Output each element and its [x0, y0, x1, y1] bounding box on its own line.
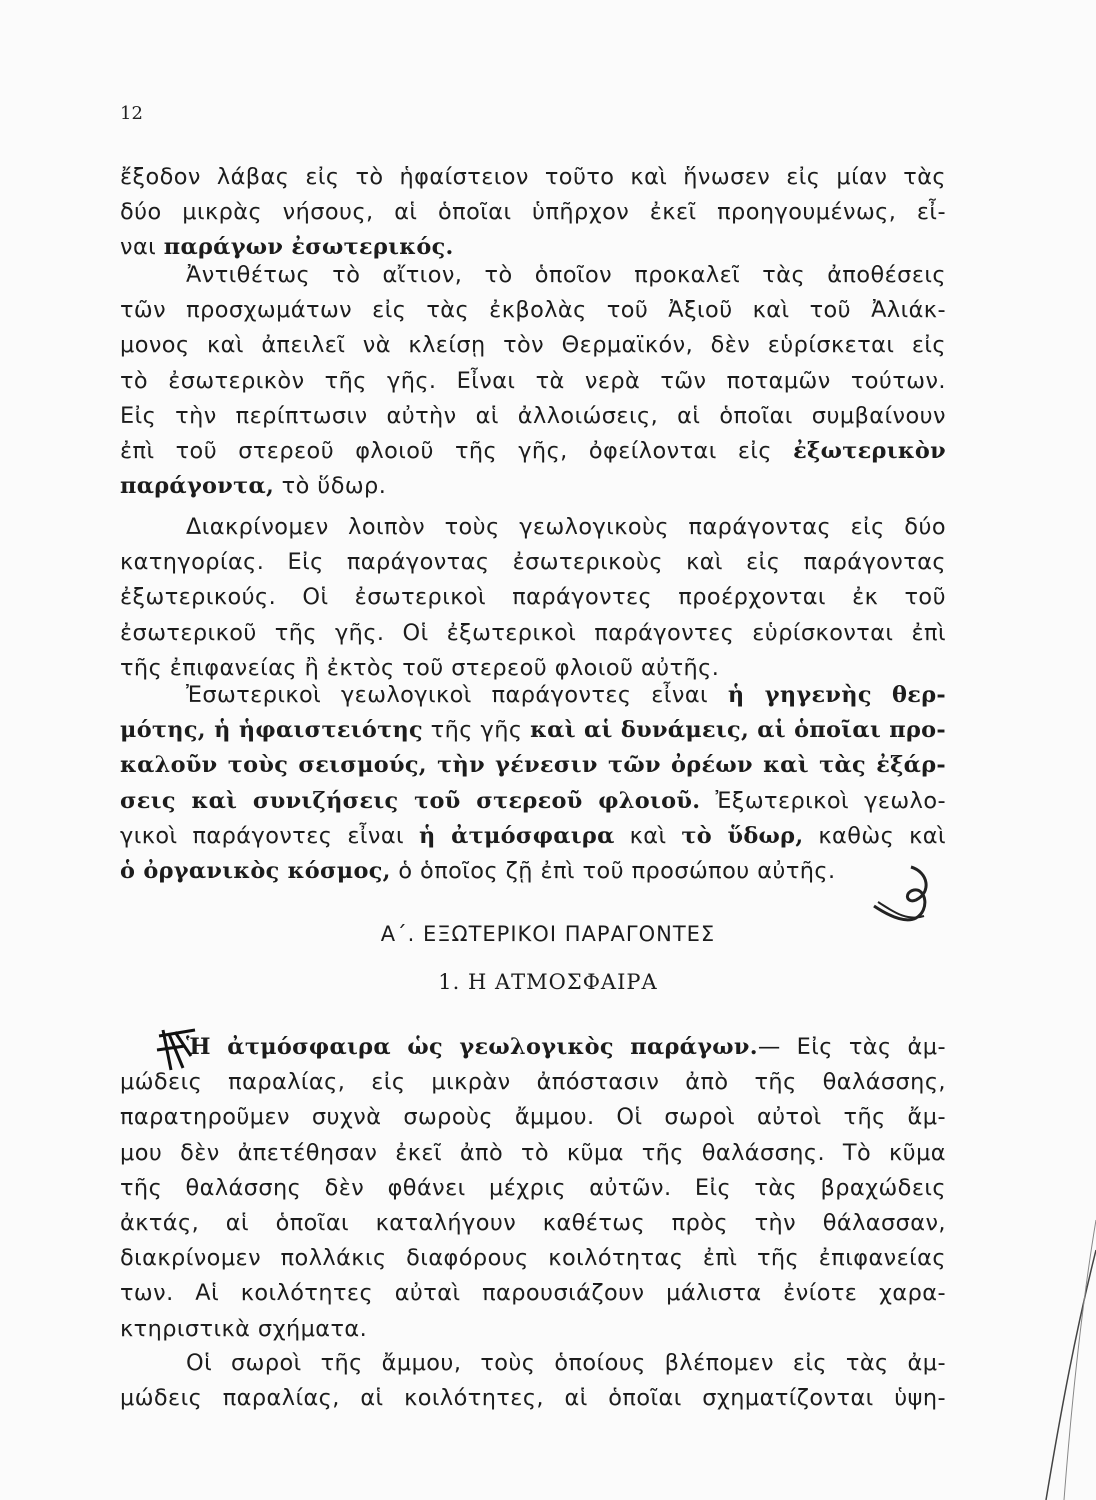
paragraph-3	[120, 510, 946, 686]
text-line: ὁ ὀργανικὸς κόσμος, ὁ ὁποῖος ζῇ ἐπὶ τοῦ προσώπου αὐτῆς.	[120, 857, 836, 884]
emphasis: σεις καὶ συνιζήσεις τοῦ στερεοῦ φλοιοῦ.	[120, 787, 701, 814]
text-line: των. Αἱ κοιλότητες αὐταὶ παρουσιάζουν μάλιστα ἐνίοτε χαρα-	[120, 1280, 946, 1307]
emphasis: παράγων ἐσωτερικός.	[163, 234, 454, 261]
text-line: ναι παράγων ἐσωτερικός.	[120, 234, 454, 261]
text-line: κτηριστικὰ σχήματα.	[120, 1315, 368, 1342]
emphasis: ἡ γηγενὴς θερ-	[727, 682, 946, 708]
text-line: σεις καὶ συνιζήσεις τοῦ στερεοῦ φλοιοῦ. Ἐξωτερικοὶ γεωλο-	[120, 787, 947, 814]
text-line: κατηγορίας. Εἰς παράγοντας ἐσωτερικοὺς καὶ εἰς παράγοντας	[120, 549, 946, 576]
paragraph-1	[120, 160, 946, 266]
text-line: Οἱ σωροὶ τῆς ἄμμου, τοὺς ὁποίους βλέπομεν εἰς τὰς ἀμ-	[186, 1350, 946, 1376]
text-line: τὸ ἐσωτερικὸν τῆς γῆς. Εἶναι τὰ νερὰ τῶν ποταμῶν τούτων.	[120, 367, 946, 394]
text-line: μου δὲν ἀπετέθησαν ἐκεῖ ἀπὸ τὸ κῦμα τῆς θαλάσσης. Τὸ κῦμα	[120, 1139, 946, 1166]
text-line: ἐσωτερικοῦ τῆς γῆς. Οἱ ἐξωτερικοὶ παράγοντες εὑρίσκονται ἐπὶ	[120, 619, 946, 646]
text-line: μότης, ἡ ἡφαιστειότης τῆς γῆς καὶ αἱ δυνάμεις, αἱ ὁποῖαι προ-	[120, 717, 946, 744]
paragraph-6	[120, 1346, 946, 1416]
emphasis: Ἡ ἀτμόσφαιρα ὡς γεωλογικὸς παράγων.	[186, 1034, 758, 1060]
text-line: τῆς θαλάσσης δὲν φθάνει μέχρις αὐτῶν. Εἰς τὰς βραχώδεις	[120, 1174, 946, 1201]
page-number: 12	[120, 103, 143, 124]
text-line: τῶν προσχωμάτων εἰς τὰς ἐκβολὰς τοῦ Ἀξιοῦ καὶ τοῦ Ἀλιάκ-	[120, 297, 946, 324]
text-line: Ἡ ἀτμόσφαιρα ὡς γεωλογικὸς παράγων.— Εἰς τὰς ἀμ-	[186, 1034, 946, 1060]
emphasis: μότης, ἡ ἡφαιστειότης	[120, 717, 423, 744]
text-line: Εἰς τὴν περίπτωσιν αὐτὴν αἱ ἀλλοιώσεις, αἱ ὁποῖαι συμβαίνουν	[120, 402, 946, 429]
text-line: διακρίνομεν πολλάκις διαφόρους κοιλότητας ἐπὶ τῆς ἐπιφανείας	[120, 1245, 946, 1272]
text-line: ἔξοδον λάβας εἰς τὸ ἡφαίστειον τοῦτο καὶ ἥνωσεν εἰς μίαν τὰς	[120, 164, 946, 190]
text-line: ἀκτάς, αἱ ὁποῖαι καταλήγουν καθέτως πρὸς τὴν θάλασσαν,	[120, 1209, 946, 1236]
paragraph-4	[120, 678, 946, 889]
emphasis: ἐξωτερικὸν	[793, 437, 946, 464]
section-heading: Α΄. ΕΞΩΤΕΡΙΚΟΙ ΠΑΡΑΓΟΝΤΕΣ	[380, 922, 716, 946]
text-line: μώδεις παραλίας, εἰς μικρὰν ἀπόστασιν ἀπὸ τῆς θαλάσσης,	[120, 1069, 946, 1096]
emphasis: ἡ ἀτμόσφαιρα	[419, 822, 615, 849]
text-line: παρατηροῦμεν συχνὰ σωροὺς ἄμμου. Οἱ σωροὶ αὐτοὶ τῆς ἄμ-	[120, 1104, 946, 1131]
paragraph-5	[120, 1030, 946, 1347]
text-line: Ἐσωτερικοὶ γεωλογικοὶ παράγοντες εἶναι ἡ γηγενὴς θερ-	[186, 682, 946, 708]
text-line: παράγοντα, τὸ ὕδωρ.	[120, 473, 387, 500]
text-line: καλοῦν τοὺς σεισμούς, τὴν γένεσιν τῶν ὀρέων καὶ τὰς ἐξάρ-	[120, 752, 946, 779]
text-line: Ἀντιθέτως τὸ αἴτιον, τὸ ὁποῖον προκαλεῖ τὰς ἀποθέσεις	[186, 262, 946, 288]
text-line: δύο μικρὰς νήσους, αἱ ὁποῖαι ὑπῆρχον ἐκεῖ προηγουμένως, εἶ-	[120, 199, 946, 226]
paragraph-2	[120, 258, 946, 504]
text-line: γικοὶ παράγοντες εἶναι ἡ ἀτμόσφαιρα καὶ τὸ ὕδωρ, καθὼς καὶ	[120, 822, 947, 849]
emphasis: τὸ ὕδωρ,	[681, 822, 804, 849]
emphasis: παράγοντα,	[120, 473, 275, 500]
pencil-margin-line	[1036, 1130, 1096, 1500]
text-line: Διακρίνομεν λοιπὸν τοὺς γεωλογικοὺς παράγοντας εἰς δύο	[186, 514, 946, 540]
text-line: τῆς ἐπιφανείας ἢ ἐκτὸς τοῦ στερεοῦ φλοιοῦ αὐτῆς.	[120, 654, 720, 681]
text-line: ἐπὶ τοῦ στερεοῦ φλοιοῦ τῆς γῆς, ὀφείλονται εἰς ἐξωτερικὸν	[120, 437, 946, 464]
sub-heading: 1. Η ΑΤΜΟΣΦΑΙΡΑ	[438, 970, 658, 994]
text-line: μώδεις παραλίας, αἱ κοιλότητες, αἱ ὁποῖαι σχηματίζονται ὑψη-	[120, 1385, 946, 1412]
emphasis: καὶ αἱ δυνάμεις, αἱ ὁποῖαι προ-	[530, 717, 946, 744]
emphasis: ὁ ὀργανικὸς κόσμος,	[120, 857, 391, 884]
text-line: μονος καὶ ἀπειλεῖ νὰ κλείσῃ τὸν Θερμαϊκόν, δὲν εὑρίσκεται εἰς	[120, 332, 946, 359]
text-line: ἐξωτερικούς. Οἱ ἐσωτερικοὶ παράγοντες προέρχονται ἐκ τοῦ	[120, 584, 946, 611]
